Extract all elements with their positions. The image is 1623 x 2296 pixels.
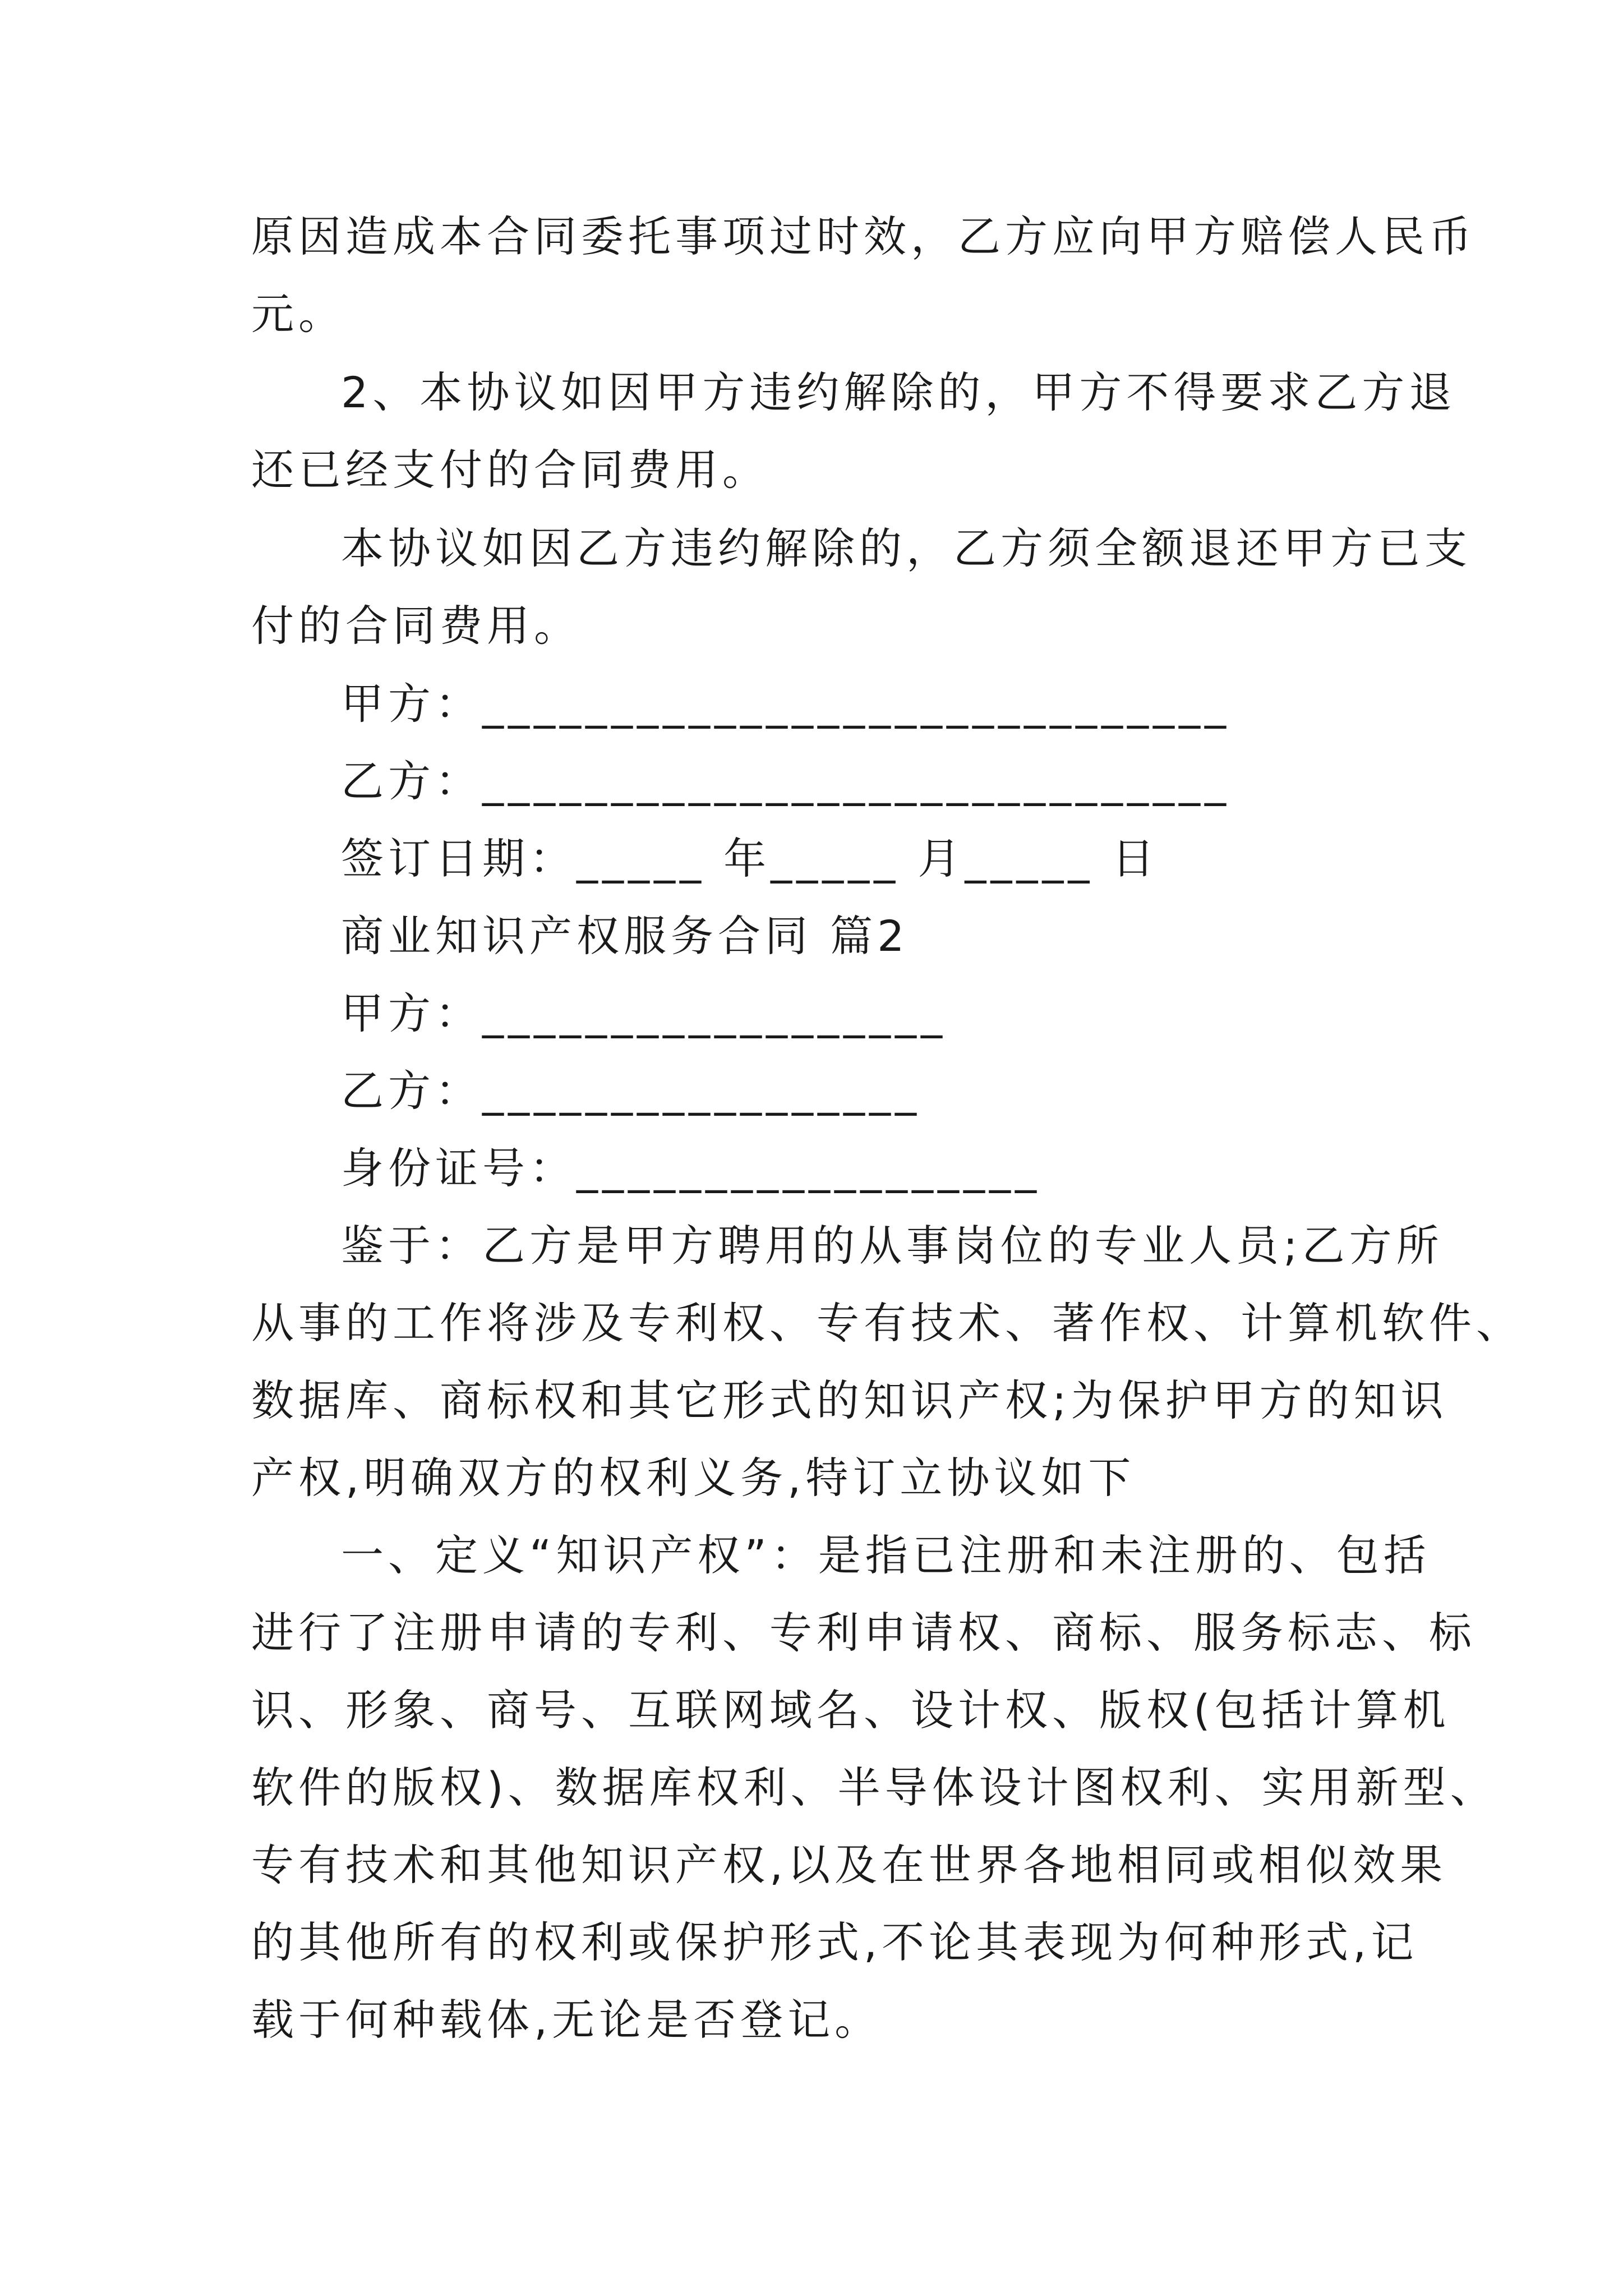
- text-line: 专有技术和其他知识产权,以及在世界各地相同或相似效果: [251, 1840, 1447, 1890]
- text-line: 元。: [251, 289, 345, 339]
- party-b-field: 乙方：_________________: [341, 1066, 921, 1116]
- text-line: 产权,明确双方的权利义务,特订立协议如下: [251, 1453, 1136, 1503]
- text-line: 数据库、商标权和其它形式的知识产权;为保护甲方的知识: [251, 1375, 1448, 1425]
- signature-line-party-b: 乙方：_____________________________: [341, 756, 1230, 806]
- text-line: 还已经支付的合同费用。: [251, 445, 769, 495]
- party-a-field: 甲方：__________________: [341, 988, 947, 1038]
- text-line: 的其他所有的权利或保护形式,不论其表现为何种形式,记: [251, 1917, 1418, 1967]
- text-line: 原因造成本合同委托事项过时效，乙方应向甲方赔偿人民币: [251, 211, 1476, 261]
- text-line: 付的合同费用。: [251, 601, 581, 651]
- text-line: 鉴于：乙方是甲方聘用的从事岗位的专业人员;乙方所: [341, 1221, 1444, 1271]
- section-heading: 商业知识产权服务合同 篇2: [341, 911, 909, 961]
- text-line: 识、形象、商号、互联网域名、设计权、版权(包括计算机: [251, 1685, 1450, 1735]
- text-line: 软件的版权)、数据库权利、半导体设计图权利、实用新型、: [251, 1763, 1497, 1812]
- text-line: 2、本协议如因甲方违约解除的，甲方不得要求乙方退: [341, 367, 1456, 417]
- text-line: 进行了注册申请的专利、专利申请权、商标、服务标志、标: [251, 1608, 1476, 1658]
- text-line: 载于何种载体,无论是否登记。: [251, 1995, 882, 2045]
- id-number-field: 身份证号：__________________: [341, 1143, 1041, 1193]
- text-line: 一、定义“知识产权”：是指已注册和未注册的、包括: [341, 1530, 1431, 1580]
- signature-line-party-a: 甲方：_____________________________: [341, 679, 1230, 729]
- text-line: 本协议如因乙方违约解除的，乙方须全额退还甲方已支: [341, 523, 1472, 573]
- text-line: 从事的工作将涉及专利权、专有技术、著作权、计算机软件、: [251, 1298, 1523, 1348]
- signing-date-line: 签订日期：_____ 年_____ 月_____ 日: [341, 834, 1159, 884]
